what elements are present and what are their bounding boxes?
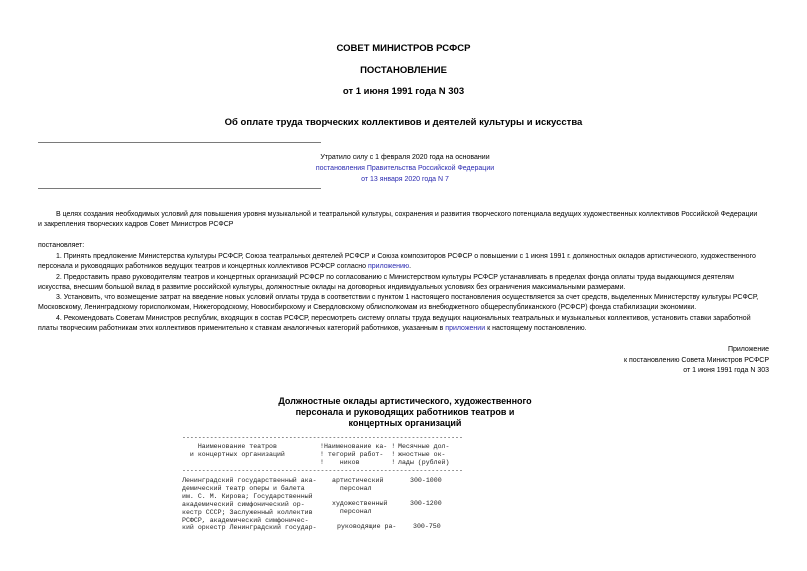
repeal-decree-link[interactable]: постановления Правительства Российской Федерации	[315, 165, 495, 172]
document-type: ПОСТАНОВЛЕНИЕ	[360, 65, 447, 76]
table-rule-header: -----------------------------------------------------------------------	[182, 467, 463, 474]
table-organizations-cell: Ленинградский государственный ака- демический театр оперы и балета им. С. М. Кирова; Государственный академический симфонический ор- кестр СССР; Заслуженный коллектив РСФСР, академический симфоничес- кий оркестр Ленинградский государ-	[182, 477, 317, 532]
table-header-name: Наименование театров и концертных организаций	[189, 443, 285, 458]
table-rule-top: -----------------------------------------------------------------------	[182, 434, 463, 441]
paragraph-4-end: к настоящему постановлению.	[485, 325, 587, 332]
table-title-line3: концертных организаций	[348, 418, 462, 428]
appendix-date: от 1 июня 1991 года N 303	[683, 367, 769, 374]
table-category-cell: артистический персонал	[332, 477, 384, 492]
table-salary-cell: 300-1200	[410, 500, 442, 507]
table-salary-cell: 300-1000	[410, 477, 442, 484]
paragraph-1-end: .	[409, 263, 412, 270]
status-note	[250, 152, 560, 185]
repeal-date-link[interactable]: от 13 января 2020 года N 7	[361, 176, 449, 183]
table-category-cell: художественный персонал	[332, 500, 388, 515]
table-header-salary: Месячные дол- жностные ок- лады (рублей)	[398, 443, 450, 466]
table-title-line2: персонала и руководящих работников театров и	[295, 407, 515, 417]
table-header-category: !Наименование ка- ! ! тегорий работ- ! ! ников !	[320, 443, 396, 466]
council-name: СОВЕТ МИНИСТРОВ РСФСР	[336, 43, 471, 54]
paragraph-3-line1: 3. Установить, что возмещение затрат на введение новых условий оплаты труда в соответствии с пунктом 1 настоящего постановления осуществляется за счет средств, выделенных Министерству культуры РСФСР,	[56, 294, 759, 301]
intro-paragraph-line2: и закрепления творческих кадров Совет Министров РСФСР	[38, 221, 234, 228]
table-title	[250, 396, 560, 429]
divider-bottom	[38, 188, 321, 189]
paragraph-2-line2: искусства, внесшим большой вклад в развитие российской культуры, должностные оклады на договорных индивидуальных условиях без ограничения максимальными размерами.	[38, 284, 626, 291]
table-title-line1: Должностные оклады артистического, художественного	[278, 396, 532, 406]
paragraph-3-line2: Московскому, Ленинградскому горисполкомам, Нижегородскому, Новосибирскому и Свердловскому облисполкомам из внебюджетного общереспубликанского (РСФСР) фонда стабилизации экономики.	[38, 304, 697, 311]
table-salary-cell: 300-750	[413, 523, 441, 530]
paragraph-1-line1: 1. Принять предложение Министерства культуры РСФСР, Союза театральных деятелей РСФСР и Союза композиторов РСФСР о повышении с 1 июня 1991 г. должностных окладов артистического, художественного	[56, 253, 756, 260]
decree-word: постановляет:	[38, 242, 85, 249]
divider-top	[38, 142, 321, 143]
document-date-number: от 1 июня 1991 года N 303	[342, 86, 465, 97]
paragraph-1-text: персонала и руководящих работников ведущих театров и концертных коллективов РСФСР согласно	[38, 263, 368, 270]
paragraph-4-line2	[38, 324, 772, 334]
intro-paragraph-line1: В целях создания необходимых условий для повышения уровня музыкальной и театральной культуры, сохранения и развития творческого потенциала ведущих художественных коллективов Российской Федерации	[56, 211, 758, 218]
paragraph-4-line1: 4. Рекомендовать Советам Министров республик, входящих в состав РСФСР, пересмотреть систему оплаты труда ведущих национальных театральных и музыкальных коллективов, установить ставки заработной	[56, 315, 751, 322]
appendix-label: Приложение	[727, 346, 769, 353]
paragraph-4-text: платы творческим работникам этих коллективов применительно к ставкам аналогичных категорий работников, указанным в	[38, 325, 446, 332]
paragraph-2-line1: 2. Предоставить право руководителям театров и концертных организаций РСФСР по согласованию с Министерством культуры РСФСР устанавливать в пределах фонда оплаты труда выдающимся деятелям	[56, 274, 734, 281]
table-category-cell: руководящие ра-	[337, 523, 397, 530]
appendix-source: к постановлению Совета Министров РСФСР	[623, 356, 769, 364]
paragraph-1-line2	[38, 262, 772, 272]
document-title: Об оплате труда творческих коллективов и деятелей культуры и искусства	[224, 117, 583, 128]
status-note-text: Утратило силу с 1 февраля 2020 года на основании	[320, 154, 490, 161]
appendix-link-2[interactable]: приложении	[445, 325, 486, 332]
appendix-reference	[509, 345, 769, 377]
appendix-link[interactable]: приложению	[367, 263, 410, 270]
